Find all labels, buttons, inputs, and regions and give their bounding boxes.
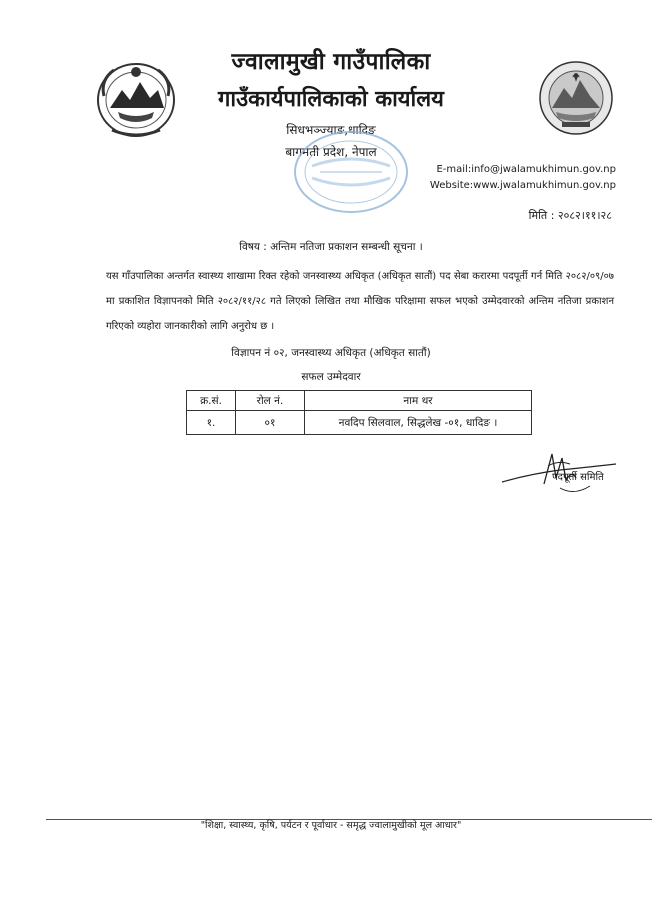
notice-body: यस गाँउपालिका अन्तर्गत स्वास्थ्य शाखामा रिक्त रहेको जनस्वास्थ्य अधिकृत (अधिकृत सातौं) पद सेबा करारमा पदपूर्ती गर्न मिति २०८२/०९/०७ मा प्रकाशित विज्ञापनको मिति २०८२/११/२८ गते लिएको लिखित तथा मौखिक परिक्षामा सफल भएको उम्मेदवारको अन्तिम नतिजा प्रकाशन गरिएको व्यहोरा जानकारीको लागि अनुरोध छ ।: [106, 271, 614, 332]
table-row: [187, 411, 532, 435]
column-header-serial: क्र.सं.: [187, 391, 236, 411]
office-name: ज्वालामुखी गाउँपालिका: [231, 49, 431, 75]
results-table: [186, 390, 532, 435]
notice-subject: विषय : अन्तिम नतिजा प्रकाशन सम्बन्धी सूचना ।: [239, 241, 423, 253]
advertisement-line: विज्ञापन नं ०२, जनस्वास्थ्य अधिकृत (अधिकृत सातौं): [231, 347, 431, 359]
cell-serial: १.: [187, 411, 236, 435]
office-province: बागमती प्रदेश, नेपाल: [285, 145, 377, 159]
email-text: E-mail:info@jwalamukhimun.gov.np: [436, 164, 616, 175]
cell-roll: ०१: [236, 411, 305, 435]
official-stamp-icon: [290, 128, 412, 216]
office-subtitle: गाउँकार्यपालिकाको कार्यालय: [218, 87, 444, 112]
website-text: Website:www.jwalamukhimun.gov.np: [429, 180, 616, 191]
success-heading: सफल उम्मेदवार: [301, 371, 361, 383]
column-header-roll: रोल नं.: [236, 391, 305, 411]
footer-motto-text: "शिक्षा, स्वास्थ्य, कृषि, पर्यटन र पूर्वाधार - समृद्ध ज्वालामुखीको मूल आधार": [195, 820, 468, 831]
office-address: सिधभञ्ज्याङ,धादिङ: [286, 123, 376, 137]
footer-motto: [0, 818, 662, 831]
table-header-row: [187, 391, 532, 411]
notice-date: मिति : २०८२।११।२८: [528, 209, 612, 222]
column-header-name: नाम थर: [305, 391, 532, 411]
cell-name: नवदिप सिलवाल, सिद्धलेख -०१, धादिङ ।: [305, 411, 532, 435]
signature-label: पदपूर्ती समिति: [552, 472, 604, 483]
